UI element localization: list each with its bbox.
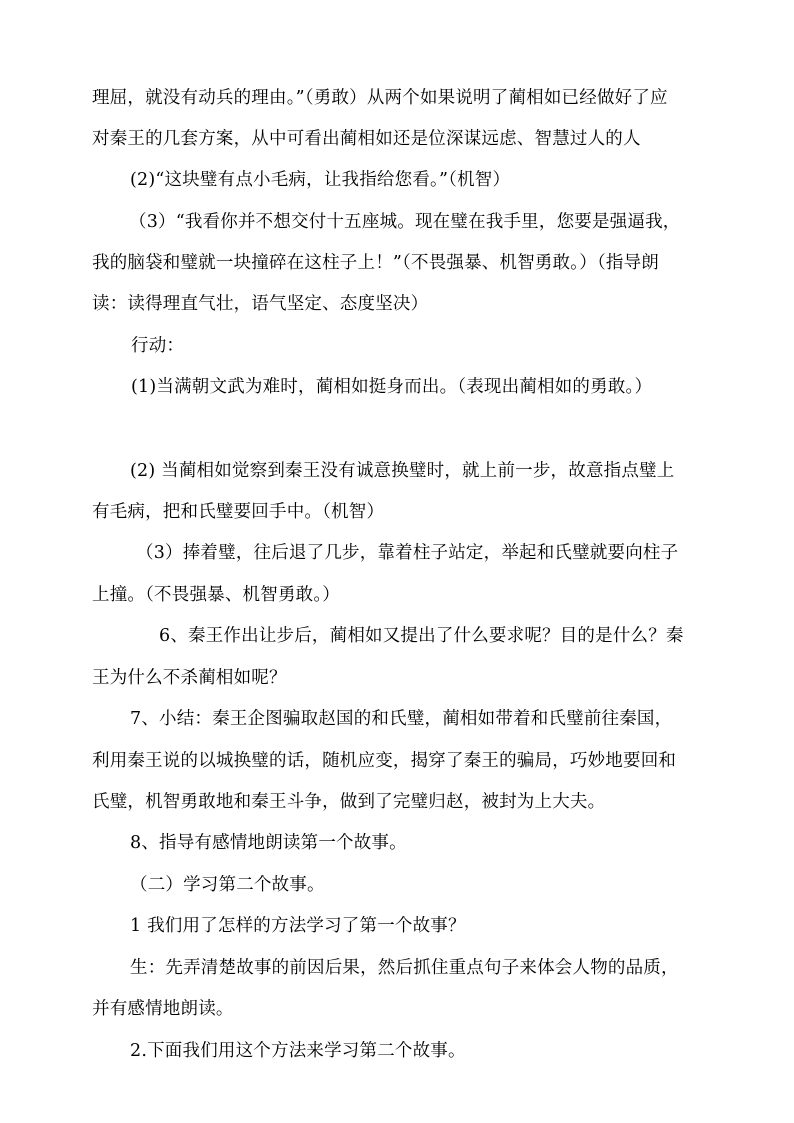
text-line: （3）“我看你并不想交付十五座城。现在璧在我手里，您要是强逼我， — [129, 212, 681, 232]
text-line: 1 我们用了怎样的方法学习了第一个故事？ — [130, 916, 466, 936]
text-line: 上撞。（不畏强暴、机智勇敢。） — [92, 585, 340, 605]
text-line: 2.下面我们用这个方法来学习第二个故事。 — [130, 1041, 466, 1061]
text-line: 利用秦王说的以城换璧的话，随机应变，揭穿了秦王的骗局，巧妙地要回和 — [92, 751, 677, 771]
text-line: （3）捧着璧，往后退了几步，靠着柱子站定，举起和氏璧就要向柱子 — [136, 543, 679, 563]
text-line: (1)当满朝文武为难时，蔺相如挺身而出。（表现出蔺相如的勇敢。） — [131, 377, 653, 397]
text-line: 7、小结：秦王企图骗取赵国的和氏璧，蔺相如带着和氏璧前往秦国， — [130, 709, 673, 729]
text-line: 8、指导有感情地朗读第一个故事。 — [130, 833, 407, 853]
text-line: 理屈，就没有动兵的理由。”（勇敢）从两个如果说明了蔺相如已经做好了应 — [92, 88, 668, 108]
text-line: 对秦王的几套方案，从中可看出蔺相如还是位深谋远虑、智慧过人的人 — [92, 129, 641, 149]
text-line: 我的脑袋和璧就一块撞碎在这柱子上！”（不畏强暴、机智勇敢。）（指导朗 — [92, 253, 659, 273]
text-line: (2)“这块璧有点小毛病，让我指给您看。”（机智） — [130, 170, 511, 190]
text-line: 王为什么不杀蔺相如呢？ — [92, 668, 287, 688]
text-line: 氏璧，机智勇敢地和秦王斗争，做到了完璧归赵，被封为上大夫。 — [92, 792, 606, 812]
text-line: 并有感情地朗读。 — [92, 999, 234, 1019]
text-line: 6、秦王作出让步后，蔺相如又提出了什么要求呢？目的是什么？秦 — [159, 626, 684, 646]
text-line: 读：读得理直气壮，语气坚定、态度坚决） — [92, 294, 429, 314]
section-heading: （二）学习第二个故事。 — [130, 875, 325, 895]
text-line: (2) 当蔺相如觉察到秦王没有诚意换璧时，就上前一步，故意指点璧上 — [130, 461, 675, 481]
section-label: 行动： — [131, 336, 185, 356]
text-line: 有毛病，把和氏璧要回手中。（机智） — [92, 502, 385, 522]
text-line: 生：先弄清楚故事的前因后果，然后抓住重点句子来体会人物的品质， — [130, 958, 679, 978]
